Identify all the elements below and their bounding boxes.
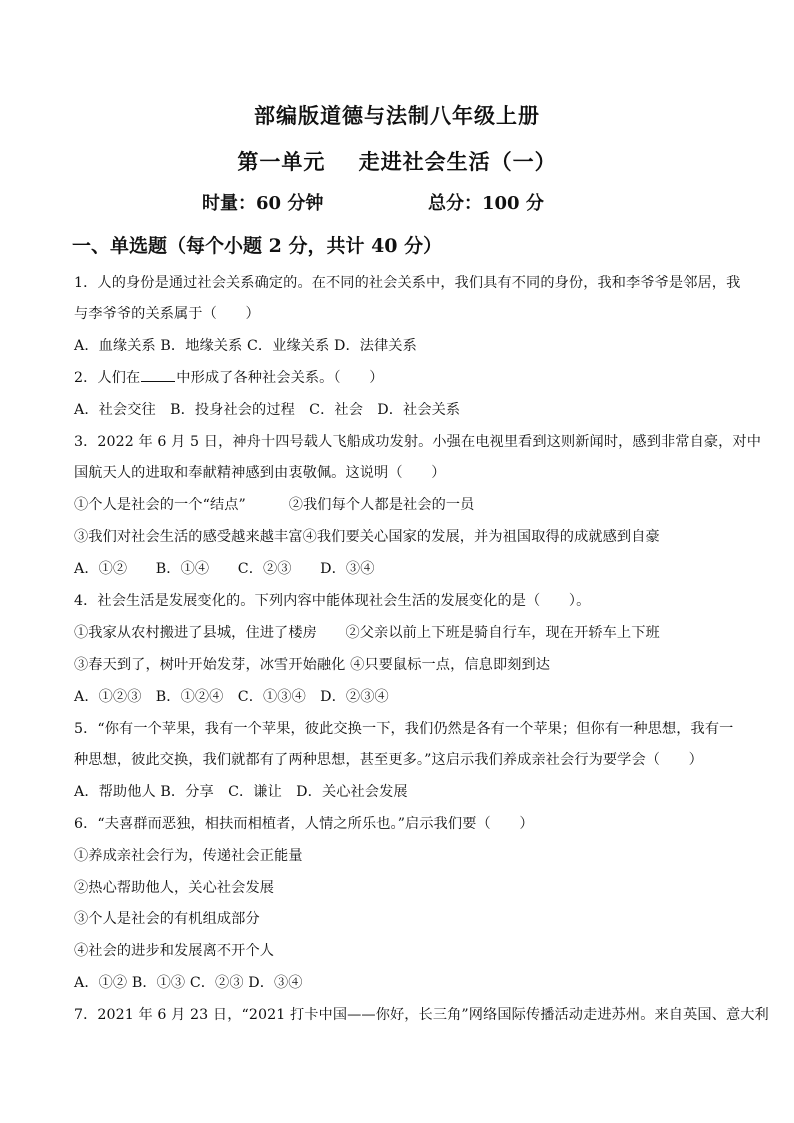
section-title: 一、单选题（每个小题 2 分，共计 40 分） — [72, 235, 443, 257]
question-5-line-1: 5．“你有一个苹果，我有一个苹果，彼此交换一下，我们仍然是各有一个苹果；但你有一种思想，我有一 — [74, 721, 734, 737]
question-5-line-2: 种思想，彼此交换，我们就都有了两种思想，甚至更多。”这启示我们养成亲社会行为要学会（ ） — [74, 752, 703, 768]
question-4-options: A．①②③ B．①②④ C．①③④ D．②③④ — [74, 689, 389, 705]
question-1-line-2: 与李爷爷的关系属于（ ） — [74, 306, 260, 322]
fill-blank — [141, 369, 175, 382]
document-subtitle: 第一单元 走进社会生活（一） — [237, 149, 557, 174]
question-3-statements-2: ③我们对社会生活的感受越来越丰富④我们要关心国家的发展，并为祖国取得的成就感到自豪 — [74, 529, 660, 545]
question-2-line — [74, 367, 384, 387]
question-4-statements-1: ①我家从农村搬进了县城，住进了楼房 ②父亲以前上下班是骑自行车，现在开轿车上下班 — [74, 625, 660, 641]
question-3-statements-1: ①个人是社会的一个“结点” ②我们每个人都是社会的一员 — [74, 497, 475, 513]
question-7-line-1: 7．2021 年 6 月 23 日，“2021 打卡中国——你好，长三角”网络国际传播活动走进苏州。来自英国、意大利 — [74, 1007, 769, 1023]
question-6-statement-1: ①养成亲社会行为，传递社会正能量 — [74, 848, 303, 864]
question-4-line: 4．社会生活是发展变化的。下列内容中能体现社会生活的发展变化的是（ ）。 — [74, 593, 591, 609]
question-2-text-a: 2．人们在 — [74, 370, 141, 386]
question-6-statement-3: ③个人是社会的有机组成部分 — [74, 911, 260, 927]
document-title: 部编版道德与法制八年级上册 — [254, 103, 540, 128]
question-1-line-1: 1．人的身份是通过社会关系确定的。在不同的社会关系中，我们具有不同的身份，我和李爷爷是邻居，我 — [74, 275, 741, 291]
question-3-line-2: 国航天人的进取和奉献精神感到由衷敬佩。这说明（ ） — [74, 465, 446, 481]
question-4-statements-2: ③春天到了，树叶开始发芽，冰雪开始融化 ④只要鼠标一点，信息即刻到达 — [74, 657, 551, 673]
question-1-options: A．血缘关系 B．地缘关系 C．业缘关系 D．法律关系 — [74, 338, 417, 354]
question-5-options: A．帮助他人 B．分享 C．谦让 D．关心社会发展 — [74, 784, 408, 800]
question-6-statement-4: ④社会的进步和发展离不开个人 — [74, 943, 275, 959]
exam-score: 总分：100 分 — [428, 193, 544, 214]
question-6-options: A．①② B．①③ C．②③ D．③④ — [74, 975, 303, 991]
exam-time: 时量：60 分钟 — [202, 193, 324, 214]
question-3-options: A．①② B．①④ C．②③ D．③④ — [74, 561, 375, 577]
question-6-statement-2: ②热心帮助他人，关心社会发展 — [74, 880, 275, 896]
question-2-text-b: 中形成了各种社会关系。（ ） — [176, 370, 384, 386]
question-3-line-1: 3．2022 年 6 月 5 日，神舟十四号载人飞船成功发射。小强在电视里看到这则新闻时，感到非常自豪，对中 — [74, 434, 762, 450]
question-6-line: 6．“夫喜群而恶独，相扶而相植者，人情之所乐也。”启示我们要（ ） — [74, 816, 534, 832]
question-2-options: A．社会交往 B．投身社会的过程 C．社会 D．社会关系 — [74, 402, 461, 418]
